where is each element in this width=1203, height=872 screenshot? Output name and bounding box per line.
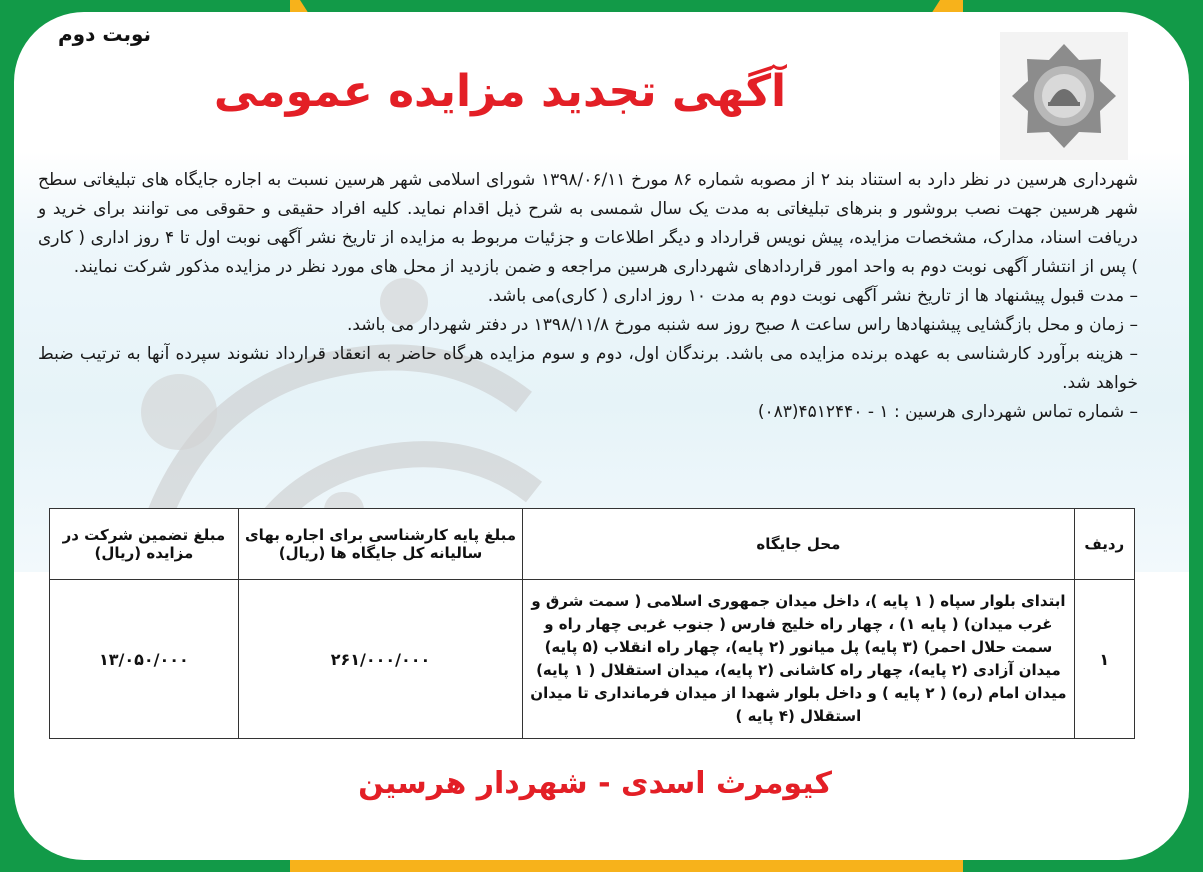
header-location: محل جایگاه xyxy=(523,509,1074,580)
conditions-list xyxy=(38,282,1138,398)
header-row-number: ردیف xyxy=(1074,509,1134,580)
header-base-price: مبلغ پایه کارشناسی برای اجاره بهای سالیانه کل جایگاه ها (ریال) xyxy=(238,509,522,580)
table-row xyxy=(50,580,1135,739)
condition-item: – هزینه برآورد کارشناسی به عهده برنده مزایده می باشد. برندگان اول، دوم و سوم مزایده هرگاه حاضر به انعقاد قرارداد نشوند سپرده آنها به ترتیب ضبط خواهد شد. xyxy=(38,344,1138,393)
cell-row-number: ۱ xyxy=(1074,580,1134,739)
cell-location: ابتدای بلوار سپاه ( ۱ پایه )، داخل میدان جمهوری اسلامی ( سمت شرق و غرب میدان) ( پایه ۱) ، چهار راه خلیج فارس ( جنوب غربی چهار راه و سمت حلال احمر) (۳ پایه) پل میانور (۲ پایه)، چهار راه انقلاب (۵ پایه) میدان آزادی (۲ پایه)، چهار راه کاشانی (۲ پایه)، میدان استقلال ( ۱ پایه) میدان امام (ره) ( ۲ پایه ) و داخل بلوار شهدا از میدان فرمانداری تا میدان استقلال (۴ پایه ) xyxy=(523,580,1074,739)
condition-item: – زمان و محل بازگشایی پیشنهادها راس ساعت ۸ صبح روز سه شنبه مورخ ۱۳۹۸/۱۱/۸ در دفتر شهردار می باشد. xyxy=(346,315,1138,335)
tender-table xyxy=(49,508,1135,739)
header-guarantee: مبلغ تضمین شرکت در مزایده (ریال) xyxy=(50,509,239,580)
notice-body xyxy=(38,166,1138,427)
municipality-logo-icon xyxy=(1000,32,1128,160)
page-title: آگهی تجدید مزایده عمومی xyxy=(213,66,787,117)
cell-guarantee: ۱۳/۰۵۰/۰۰۰ xyxy=(50,580,239,739)
contact-phone: – شماره تماس شهرداری هرسین : ۱ - ۴۵۱۲۴۴۰(۰۸۳) xyxy=(757,402,1138,422)
cell-base-price: ۲۶۱/۰۰۰/۰۰۰ xyxy=(238,580,522,739)
mayor-signature: کیومرث اسدی - شهردار هرسین xyxy=(358,766,832,801)
table-header-row xyxy=(50,509,1135,580)
round-label: نوبت دوم xyxy=(58,22,152,46)
condition-item: – مدت قبول پیشنهاد ها از تاریخ نشر آگهی نوبت دوم به مدت ۱۰ روز اداری ( کاری)می باشد. xyxy=(487,286,1138,306)
intro-paragraph: شهرداری هرسین در نظر دارد به استناد بند ۲ از مصوبه شماره ۸۶ مورخ ۱۳۹۸/۰۶/۱۱ شورای اسلامی شهر هرسین نسبت به اجاره جایگاه های تبلیغاتی سطح شهر هرسین جهت نصب بروشور و بنرهای تبلیغاتی به مدت یک سال شمسی به شرح ذیل اقدام نماید. کلیه افراد حقیقی و حقوقی می توانند برای خرید و دریافت اسناد، مدارک، مشخصات مزایده، پیش نویس قرارداد و دیگر اطلاعات و جزئیات مربوط به مزایده از تاریخ نشر آگهی نوبت اول تا ۴ روز اداری ( کاری ) پس از انتشار آگهی نوبت دوم به واحد امور قراردادهای شهرداری هرسین مراجعه و ضمن بازدید از محل های مورد نظر در مزایده مذکور شرکت نمایند. xyxy=(38,170,1138,277)
